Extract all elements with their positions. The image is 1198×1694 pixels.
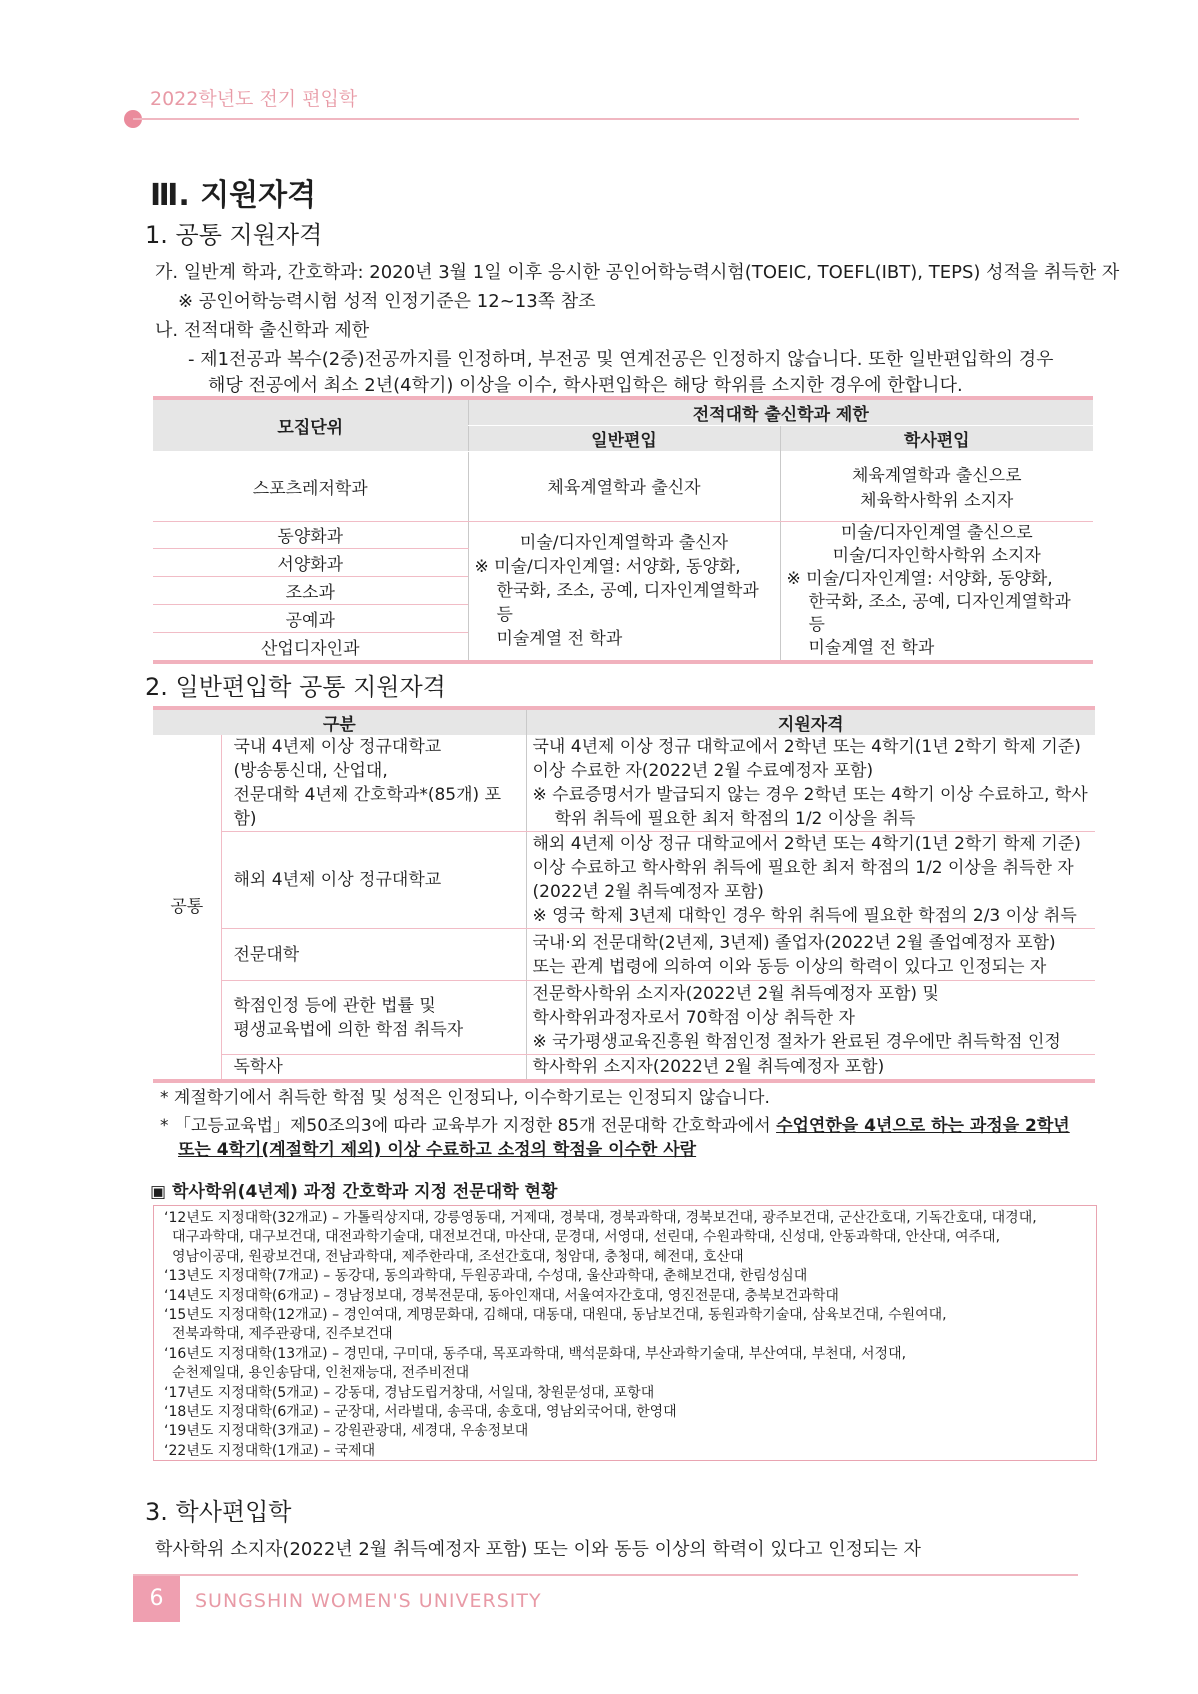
footer-rule (133, 1574, 1078, 1576)
box-line: ‘18년도 지정대학(6개교) – 군장대, 서라벌대, 송곡대, 송호대, 영남외국어대, 한영대 (164, 1404, 677, 1421)
box-line: ‘13년도 지정대학(7개교) – 동강대, 동의과학대, 두원공과대, 수성대, 울산과학대, 춘해보건대, 한림성심대 (164, 1268, 808, 1285)
col-head-type: 구분 (153, 708, 526, 735)
box-line: ‘19년도 지정대학(3개교) – 강원관광대, 세경대, 우송정보대 (164, 1423, 529, 1440)
unit-sports: 스포츠레저학과 (153, 451, 468, 521)
header-rule (133, 118, 1079, 120)
type-credit-bank: 학점인정 등에 관한 법률 및 평생교육법에 의한 학점 취득자 (221, 981, 526, 1055)
box-line: 순천제일대, 용인송담대, 인천재능대, 전주비전대 (172, 1365, 470, 1382)
box-line: 대구과학대, 대구보건대, 대전과학기술대, 대전보건대, 마산대, 문경대, 서영대, 선린대, 수원과학대, 신성대, 안동과학대, 안산대, 여주대, (172, 1229, 1001, 1246)
box-line: ‘15년도 지정대학(12개교) – 경인여대, 계명문화대, 김해대, 대동대, 대원대, 동남보건대, 동원과학기술대, 삼육보건대, 수원여대, (164, 1307, 947, 1324)
item-na-desc-1: - 제1전공과 복수(2중)전공까지를 인정하며, 부전공 및 연계전공은 인정하지 않습니다. 또한 일반편입학의 경우 (188, 349, 1054, 370)
subsection-2-title: 2. 일반편입학 공통 지원자격 (145, 673, 446, 701)
note-2: * 「고등교육법」제50조의3에 따라 교육부가 지정한 85개 전문대학 간호학과에서 수업연한을 4년으로 하는 과정을 2학년 (160, 1116, 1070, 1136)
general-art: 미술/디자인계열학과 출신자 ※ 미술/디자인계열: 서양화, 동양화, 한국화, 조소, 공예, 디자인계열학과 등 미술계열 전 학과 (468, 521, 780, 662)
unit-oriental-painting: 동양화과 (153, 521, 468, 549)
unit-sculpture: 조소과 (153, 577, 468, 605)
bachelor-art: 미술/디자인계열 출신으로 미술/디자인학사학위 소지자 ※ 미술/디자인계열: 서양화, 동양화, 한국화, 조소, 공예, 디자인계열학과 등 미술계열 전 학과 (780, 521, 1093, 662)
box-line: 전북과학대, 제주관광대, 진주보건대 (172, 1326, 393, 1343)
page-number: 6 (133, 1576, 180, 1622)
item-na: 나. 전적대학 출신학과 제한 (155, 320, 370, 341)
designated-colleges-box (153, 1205, 1097, 1461)
bachelor-sports: 체육계열학과 출신으로 체육학사학위 소지자 (780, 451, 1093, 521)
box-line: 영남이공대, 원광보건대, 전남과학대, 제주한라대, 조선간호대, 청암대, 충청대, 혜전대, 호산대 (172, 1248, 744, 1265)
subsection-3-desc: 학사학위 소지자(2022년 2월 취득예정자 포함) 또는 이와 동등 이상의 학력이 있다고 인정되는 자 (155, 1539, 921, 1560)
footer-university: SUNGSHIN WOMEN'S UNIVERSITY (195, 1590, 542, 1612)
box-line: ‘16년도 지정대학(13개교) – 경민대, 구미대, 동주대, 목포과학대, 백석문화대, 부산과학기술대, 부산여대, 부천대, 서정대, (164, 1345, 907, 1362)
subsection-1-title: 1. 공통 지원자격 (145, 221, 323, 249)
type-domestic: 국내 4년제 이상 정규대학교 (방송통신대, 산업대, 전문대학 4년제 간호학과*(85개) 포함) (221, 735, 526, 832)
qual-domestic: 국내 4년제 이상 정규 대학교에서 2학년 또는 4학기(1년 2학기 학제 기준) 이상 수료한 자(2022년 2월 수료예정자 포함) ※ 수료증명서가 발급되지 않는 경우 2학년 또는 4학기 이상 수료하고, 학사 학위 취득에 필요한 최저 학점의 1/2 이상을 취득 (526, 735, 1095, 832)
subsection-3-title: 3. 학사편입학 (145, 1498, 292, 1526)
qual-self-study: 학사학위 소지자(2022년 2월 취득예정자 포함) (526, 1055, 1095, 1082)
col-head-unit: 모집단위 (153, 398, 468, 451)
unit-western-painting: 서양화과 (153, 549, 468, 577)
col-head-restrict: 전적대학 출신학과 제한 (468, 398, 1093, 426)
type-college: 전문대학 (221, 929, 526, 981)
designated-colleges-title: ▣ 학사학위(4년제) 과정 간호학과 지정 전문대학 현황 (150, 1182, 558, 1202)
box-line: ‘12년도 지정대학(32개교) – 가톨릭상지대, 강릉영동대, 거제대, 경북대, 경북과학대, 경북보건대, 광주보건대, 군산간호대, 기독간호대, 대경대, (164, 1210, 1037, 1226)
qual-credit-bank: 전문학사학위 소지자(2022년 2월 취득예정자 포함) 및 학사학위과정자로서 70학점 이상 취득한 자 ※ 국가평생교육진흥원 학점인정 절차가 완료된 경우에만 취득학점 인정 (526, 981, 1095, 1055)
col-head-bachelor: 학사편입 (780, 426, 1093, 452)
qual-overseas: 해외 4년제 이상 정규 대학교에서 2학년 또는 4학기(1년 2학기 학제 기준) 이상 수료하고 학사학위 취득에 필요한 최저 학점의 1/2 이상을 취득한 자 (2022년 2월 취득예정자 포함) ※ 영국 학제 3년제 대학인 경우 학위 취득에 필요한 학점의 2/3 이상 취득 (526, 832, 1095, 929)
group-common: 공통 (153, 735, 221, 1081)
type-overseas: 해외 4년제 이상 정규대학교 (221, 832, 526, 929)
item-na-desc-2: 해당 전공에서 최소 2년(4학기) 이상을 이수, 학사편입학은 해당 학위를 소지한 경우에 한합니다. (208, 375, 963, 396)
note-2-continued: 또는 4학기(계절학기 제외) 이상 수료하고 소정의 학점을 이수한 사람 (178, 1140, 697, 1160)
qual-college: 국내·외 전문대학(2년제, 3년제) 졸업자(2022년 2월 졸업예정자 포함) 또는 관계 법령에 의하여 이와 동등 이상의 학력이 있다고 인정되는 자 (526, 929, 1095, 981)
general-sports: 체육계열학과 출신자 (468, 451, 780, 521)
type-self-study: 독학사 (221, 1055, 526, 1082)
col-head-general: 일반편입 (468, 426, 780, 452)
box-line: ‘17년도 지정대학(5개교) – 강동대, 경남도립거창대, 서일대, 창원문성대, 포항대 (164, 1384, 655, 1401)
section-title: Ⅲ. 지원자격 (150, 178, 317, 213)
item-ga: 가. 일반계 학과, 간호학과: 2020년 3월 1일 이후 응시한 공인어학능력시험(TOEIC, TOEFL(IBT), TEPS) 성적을 취득한 자 (155, 262, 1120, 283)
box-line: ‘14년도 지정대학(6개교) – 경남정보대, 경북전문대, 동아인재대, 서울여자간호대, 영진전문대, 충북보건과학대 (164, 1287, 839, 1304)
unit-crafts: 공예과 (153, 604, 468, 632)
item-ga-note: ※ 공인어학능력시험 성적 인정기준은 12~13쪽 참조 (178, 291, 596, 312)
note-1: * 계절학기에서 취득한 학점 및 성적은 인정되나, 이수학기로는 인정되지 않습니다. (160, 1088, 770, 1108)
restriction-table (153, 396, 1093, 664)
box-line: ‘22년도 지정대학(1개교) – 국제대 (164, 1442, 376, 1459)
qualification-table (153, 706, 1095, 1083)
col-head-qual: 지원자격 (526, 708, 1095, 735)
running-header: 2022학년도 전기 편입학 (150, 88, 358, 110)
unit-industrial-design: 산업디자인과 (153, 632, 468, 661)
